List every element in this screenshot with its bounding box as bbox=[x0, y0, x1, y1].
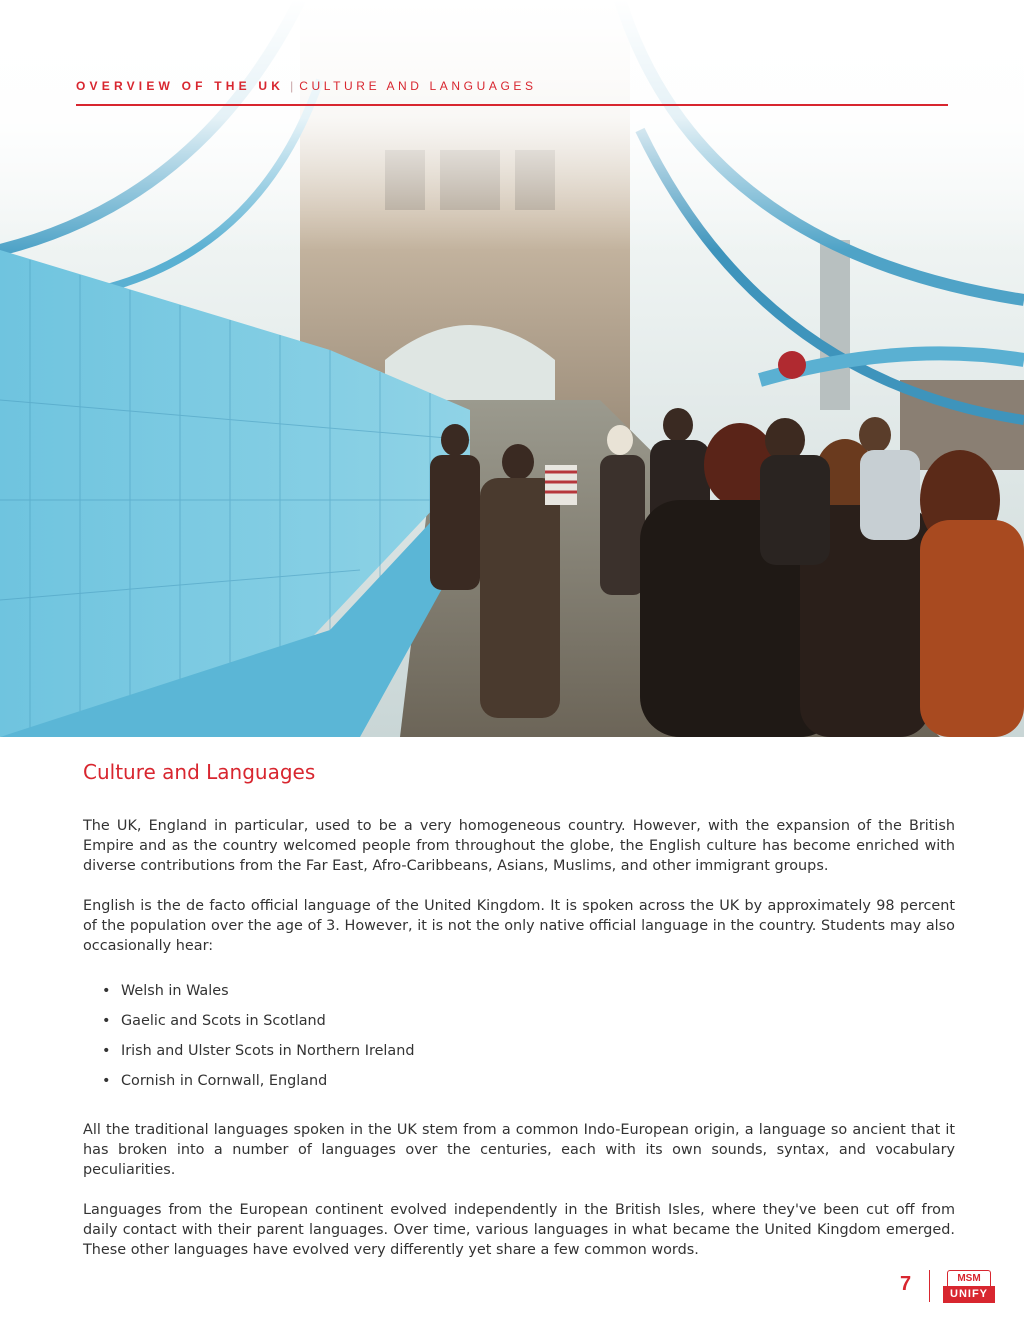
section-heading: Culture and Languages bbox=[83, 760, 316, 784]
paragraph-english: English is the de facto official language of the United Kingdom. It is spoken across the UK by approximately 98 percent of the population over the age of 3. However, it is not the only native official language in the country. Students may also occasionally hear: bbox=[83, 898, 955, 954]
header-separator: | bbox=[290, 79, 294, 93]
msm-unify-logo bbox=[943, 1270, 995, 1304]
list-item: • Cornish in Cornwall, England bbox=[121, 1071, 955, 1101]
logo-bottom-text: UNIFY bbox=[943, 1286, 995, 1303]
header-subsection-title: CULTURE AND LANGUAGES bbox=[299, 79, 537, 93]
list-item: • Gaelic and Scots in Scotland bbox=[121, 1011, 955, 1041]
header-section-title: OVERVIEW OF THE UK bbox=[76, 79, 285, 93]
paragraph-origins: All the traditional languages spoken in the UK stem from a common Indo-European origin, a language so ancient that it has broken into a number of languages over the centuries, each with its own sounds, syntax, and vocabulary peculiarities. bbox=[83, 1122, 955, 1178]
list-item: • Irish and Ulster Scots in Northern Ireland bbox=[121, 1041, 955, 1071]
header-divider bbox=[76, 104, 948, 106]
main-content bbox=[83, 760, 955, 1260]
language-list bbox=[83, 981, 955, 1101]
footer-divider bbox=[929, 1270, 930, 1302]
paragraph-evolution: Languages from the European continent evolved independently in the British Isles, where they've been cut off from daily contact with their parent languages. Over time, various languages in what became the United Kingdom emerged. These other languages have evolved very differently yet share a few common words. bbox=[83, 1202, 955, 1258]
page-header bbox=[76, 79, 948, 93]
page-number: 7 bbox=[900, 1273, 912, 1295]
logo-top-text: MSM bbox=[947, 1270, 991, 1286]
list-item: • Welsh in Wales bbox=[121, 981, 955, 1011]
paragraph-culture: The UK, England in particular, used to be a very homogeneous country. However, with the expansion of the British Empire and as the country welcomed people from throughout the globe, the English culture has become enriched with diverse contributions from the Far East, Afro-Caribbeans, Asians, Muslims, and other immigrant groups. bbox=[83, 818, 955, 874]
